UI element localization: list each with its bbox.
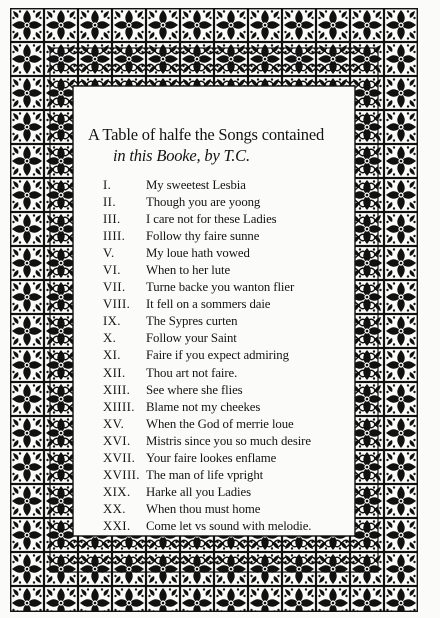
song-number: III. xyxy=(103,212,121,227)
song-number: VI. xyxy=(103,263,121,278)
song-title: When to her lute xyxy=(146,263,231,278)
song-number: XX. xyxy=(103,501,126,516)
list-item xyxy=(103,296,333,313)
song-number: V. xyxy=(103,246,115,261)
song-title: Thou art not faire. xyxy=(146,365,238,380)
title-line-2: in this Booke, by T.C. xyxy=(113,146,250,165)
song-title: Though you are yoong xyxy=(146,195,261,210)
list-item xyxy=(103,347,333,364)
page-title xyxy=(88,124,348,166)
song-number: II. xyxy=(103,195,116,210)
list-item xyxy=(103,484,333,501)
song-number: XIIII. xyxy=(103,399,135,414)
song-number: XVI. xyxy=(103,433,131,448)
song-title: The Sypres curten xyxy=(146,314,238,329)
song-number: VII. xyxy=(103,280,126,295)
song-number: XXI. xyxy=(103,518,131,533)
song-number: IIII. xyxy=(103,229,126,244)
song-number: XV. xyxy=(103,416,125,431)
song-number: I. xyxy=(103,178,112,192)
list-item xyxy=(103,399,333,416)
list-item xyxy=(103,416,333,433)
song-title: I care not for these Ladies xyxy=(146,212,277,227)
song-number: XIII. xyxy=(103,382,131,397)
song-title: My sweetest Lesbia xyxy=(146,178,246,192)
list-item xyxy=(103,518,333,535)
song-title: Come let vs sound with melodie. xyxy=(146,518,312,533)
list-item xyxy=(103,177,333,194)
list-item xyxy=(103,262,333,279)
song-title: My loue hath vowed xyxy=(146,246,250,261)
song-number: IX. xyxy=(103,314,121,329)
list-item xyxy=(103,433,333,450)
list-item xyxy=(103,194,333,211)
song-list xyxy=(103,177,333,535)
list-item xyxy=(103,279,333,296)
list-item xyxy=(103,467,333,484)
song-title: It fell on a sommers daie xyxy=(146,297,271,312)
song-number: XIX. xyxy=(103,484,131,499)
list-item xyxy=(103,313,333,330)
song-title: See where she flies xyxy=(146,382,243,397)
song-title: Faire if you expect admiring xyxy=(146,348,289,363)
list-item xyxy=(103,501,333,518)
song-title: The man of life vpright xyxy=(146,467,264,482)
song-number: X. xyxy=(103,331,117,346)
list-item xyxy=(103,365,333,382)
song-number: XI. xyxy=(103,348,121,363)
song-title: When the God of merrie loue xyxy=(146,416,294,431)
song-number: XVII. xyxy=(103,450,136,465)
list-item xyxy=(103,450,333,467)
song-number: VIII. xyxy=(103,297,131,312)
song-title: Turne backe you wanton flier xyxy=(146,280,295,295)
list-item xyxy=(103,211,333,228)
song-number: XII. xyxy=(103,365,126,380)
song-number: XVIII. xyxy=(103,467,140,482)
song-title: Harke all you Ladies xyxy=(146,484,251,499)
list-item xyxy=(103,245,333,262)
list-item xyxy=(103,382,333,399)
title-line-1: A Table of halfe the Songs contained xyxy=(88,125,325,144)
list-item xyxy=(103,330,333,347)
list-item xyxy=(103,228,333,245)
song-title: Blame not my cheekes xyxy=(146,399,261,414)
song-title: When thou must home xyxy=(146,501,261,516)
song-title: Follow your Saint xyxy=(146,331,237,346)
song-title: Mistris since you so much desire xyxy=(146,433,311,448)
song-title: Follow thy faire sunne xyxy=(146,229,260,244)
song-title: Your faire lookes enflame xyxy=(146,450,277,465)
